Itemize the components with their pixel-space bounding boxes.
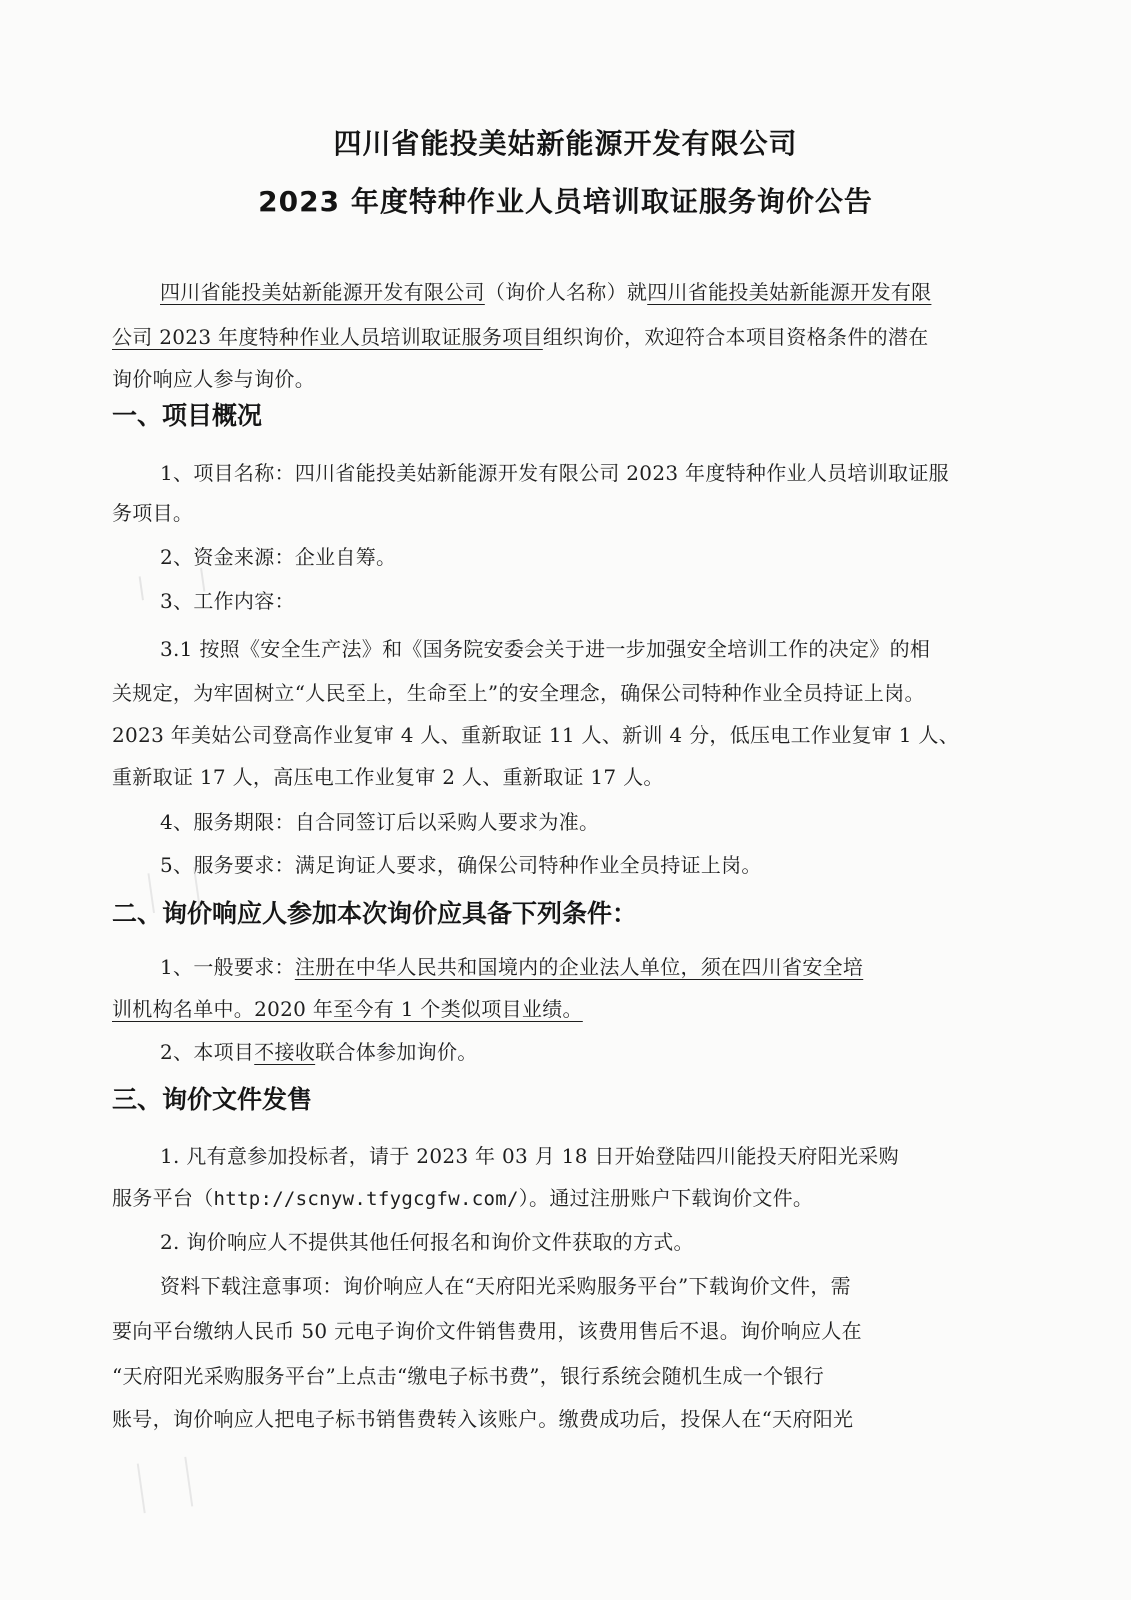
s1-item1-line2: 务项目。 <box>112 501 194 525</box>
s3-platform-label: 服务平台（ <box>112 1186 214 1210</box>
scan-artifact-mark <box>137 1457 193 1513</box>
project-name-part1: 四川省能投美姑新能源开发有限 <box>647 280 932 304</box>
s2-item1-line1 <box>160 952 1022 982</box>
s2-item1-line2 <box>112 994 1022 1024</box>
s1-item31-line2: 关规定，为牢固树立“人民至上，生命至上”的安全理念，确保公司特种作业全员持证上岗。 <box>112 681 925 705</box>
s3-item1-line2 <box>112 1183 1022 1214</box>
s3-note-line4: 账号，询价响应人把电子标书销售费转入该账户。缴费成功后，投保人在“天府阳光 <box>112 1407 854 1431</box>
s1-item3: 3、工作内容： <box>160 589 295 613</box>
s3-note-line1: 资料下载注意事项：询价响应人在“天府阳光采购服务平台”下载询价文件，需 <box>160 1274 851 1298</box>
s2-item2-prefix: 2、本项目 <box>160 1040 255 1064</box>
s1-item5: 5、服务要求：满足询证人要求，确保公司特种作业全员持证上岗。 <box>160 853 762 877</box>
intro-text: （询价人名称）就 <box>484 280 648 304</box>
intro-text-2: 组织询价，欢迎符合本项目资格条件的潜在 <box>542 325 929 349</box>
s3-item1-line1: 1. 凡有意参加投标者，请于 2023 年 03 月 18 日开始登陆四川能投天府阳光采购 <box>160 1144 899 1168</box>
s2-not-accepted: 不接收 <box>254 1040 316 1064</box>
s3-note-line3: “天府阳光采购服务平台”上点击“缴电子标书费”，银行系统会随机生成一个银行 <box>112 1364 824 1388</box>
s1-item31-line4: 重新取证 17 人，高压电工作业复审 2 人、重新取证 17 人。 <box>112 765 664 789</box>
platform-url: http://scnyw.tfygcgfw.com/ <box>213 1188 519 1210</box>
section-1-heading: 一、项目概况 <box>112 401 263 430</box>
s3-item1-suffix: ）。通过注册账户下载询价文件。 <box>518 1186 814 1210</box>
inquirer-name: 四川省能投美姑新能源开发有限公司 <box>160 280 485 304</box>
intro-line-1 <box>160 277 1022 307</box>
s1-item4: 4、服务期限：自合同签订后以采购人要求为准。 <box>160 810 600 834</box>
s3-item2: 2. 询价响应人不提供其他任何报名和询价文件获取的方式。 <box>160 1230 694 1254</box>
document-title-line1: 四川省能投美姑新能源开发有限公司 <box>333 127 798 160</box>
document-title-line2: 2023 年度特种作业人员培训取证服务询价公告 <box>258 185 873 218</box>
intro-line-3: 询价响应人参与询价。 <box>112 367 315 391</box>
s3-note-line2: 要向平台缴纳人民币 50 元电子询价文件销售费用，该费用售后不退。询价响应人在 <box>112 1319 862 1343</box>
section-2-heading: 二、询价响应人参加本次询价应具备下列条件： <box>112 899 638 928</box>
project-name-part2: 公司 2023 年度特种作业人员培训取证服务项目 <box>112 325 543 349</box>
intro-line-2 <box>112 322 1022 352</box>
s1-item1-line1: 1、项目名称：四川省能投美姑新能源开发有限公司 2023 年度特种作业人员培训取证服 <box>160 461 949 485</box>
section-3-heading: 三、询价文件发售 <box>112 1085 313 1114</box>
s1-item2: 2、资金来源：企业自筹。 <box>160 545 397 569</box>
s2-requirement-part1: 注册在中华人民共和国境内的企业法人单位，须在四川省安全培 <box>294 955 864 979</box>
scan-artifact-mark <box>147 867 200 913</box>
s2-item1-prefix: 1、一般要求： <box>160 955 295 979</box>
s2-requirement-part2: 训机构名单中。2020 年至今有 1 个类似项目业绩。 <box>112 997 583 1021</box>
s2-item2 <box>160 1037 1022 1067</box>
s2-item2-suffix: 联合体参加询价。 <box>315 1040 478 1064</box>
s1-item31-line1: 3.1 按照《安全生产法》和《国务院安委会关于进一步加强安全培训工作的决定》的相 <box>160 637 931 661</box>
s1-item31-line3: 2023 年美姑公司登高作业复审 4 人、重新取证 11 人、新训 4 分，低压电工作业复审 1 人、 <box>112 723 960 747</box>
